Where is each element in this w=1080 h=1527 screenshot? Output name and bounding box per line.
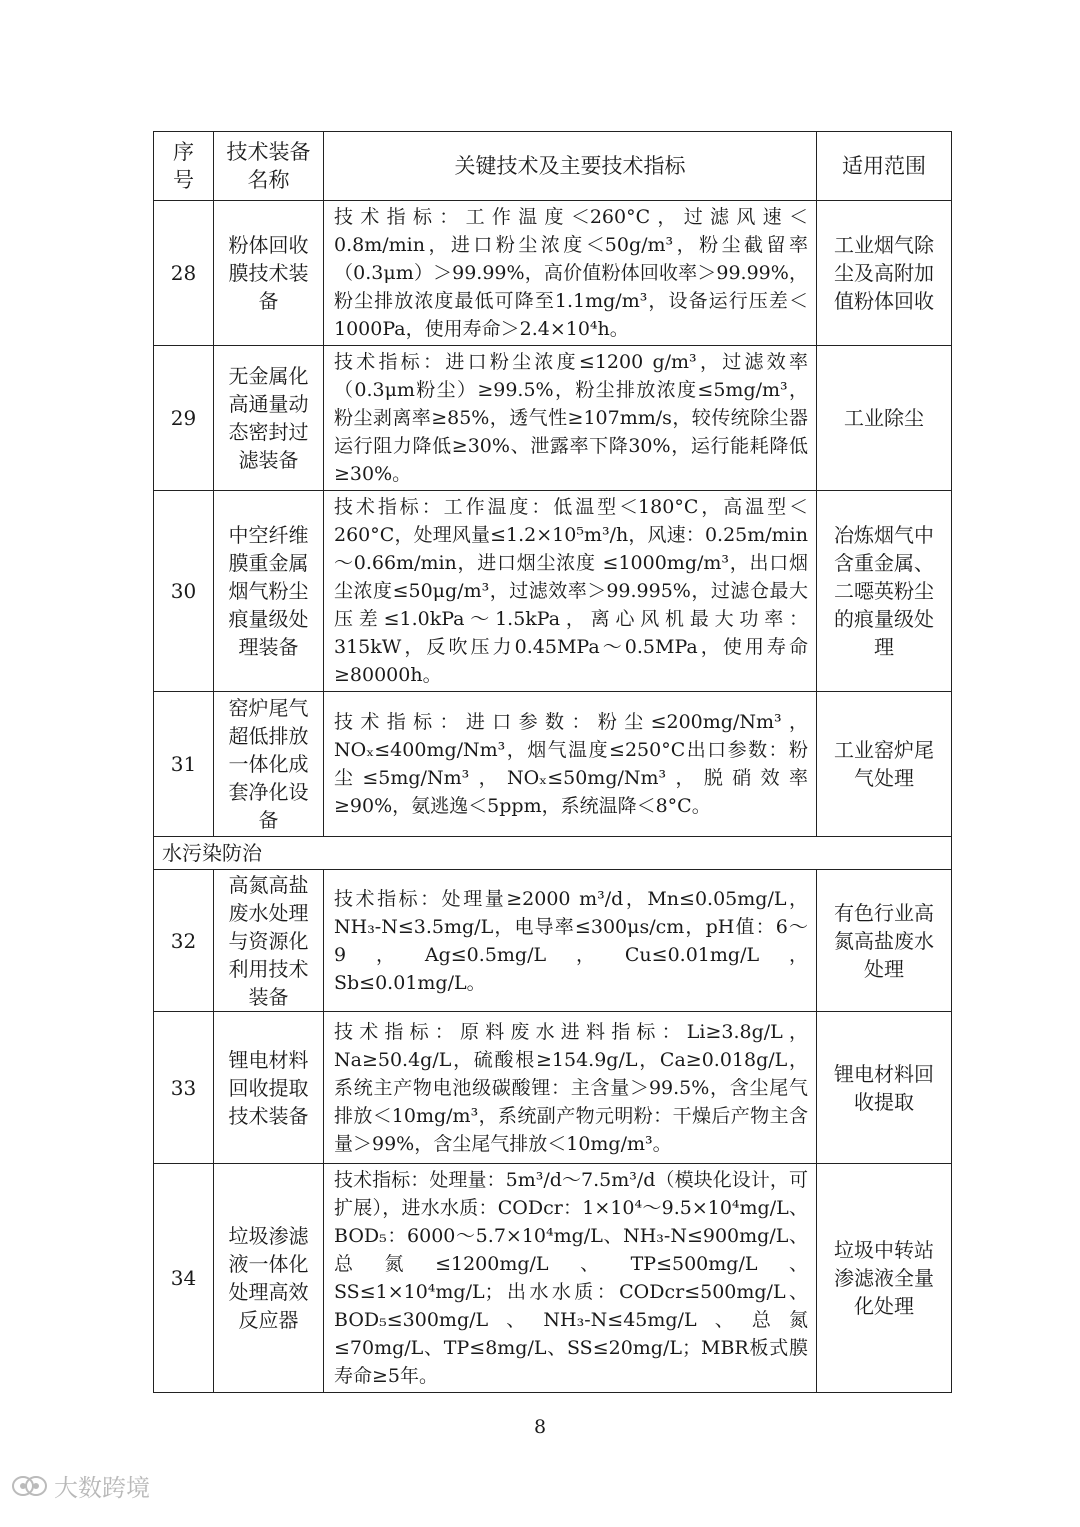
equipment-name-line: 与资源化 bbox=[228, 928, 309, 953]
scope-line: 气处理 bbox=[854, 766, 914, 790]
scope-line: 工业烟气除 bbox=[834, 233, 934, 257]
equipment-name-line: 备 bbox=[258, 808, 279, 832]
table-row bbox=[154, 491, 952, 692]
equipment-name-line: 粉体回收 bbox=[228, 233, 309, 257]
equipment-name bbox=[214, 491, 324, 692]
equipment-name-line: 回收提取 bbox=[228, 1075, 309, 1100]
table-header-row bbox=[154, 132, 952, 201]
scope-line: 垃圾中转站 bbox=[834, 1238, 934, 1262]
header-name-line: 名称 bbox=[247, 168, 290, 192]
tech-spec: 技术指标：处理量：5m³/d～7.5m³/d（模块化设计，可扩展），进水水质：CODcr：1×10⁴～9.5×10⁴mg/L、BOD₅：6000～5.7×10⁴mg/L、NH₃-N≤900mg/L、总氮≤1200mg/L、TP≤500mg/L、SS≤1×10⁴mg/L；出水水质：CODcr≤500mg/L、BOD₅≤300mg/L、NH₃-N≤45mg/L、总氮≤70mg/L、TP≤8mg/L、SS≤20mg/L；MBR板式膜寿命≥5年。 bbox=[324, 1164, 817, 1393]
header-name-line: 技术装备 bbox=[226, 140, 311, 164]
scope-line: 锂电材料回 bbox=[834, 1061, 934, 1086]
scope-line: 的痕量级处 bbox=[834, 607, 934, 631]
table-row bbox=[154, 201, 952, 346]
equipment-name-line: 膜技术装 bbox=[228, 261, 309, 285]
application-scope bbox=[817, 1164, 952, 1393]
tech-spec: 技术指标：处理量≥2000 m³/d，Mn≤0.05mg/L，NH₃-N≤3.5mg/L，电导率≤300μs/cm，pH值：6～9，Ag≤0.5mg/L，Cu≤0.01mg/L，Sb≤0.01mg/L。 bbox=[324, 870, 817, 1012]
equipment-name-line: 理装备 bbox=[238, 635, 299, 659]
application-scope bbox=[817, 346, 952, 491]
header-scope: 适用范围 bbox=[817, 132, 952, 201]
equipment-name-line: 垃圾渗滤 bbox=[228, 1224, 309, 1248]
application-scope bbox=[817, 491, 952, 692]
scope-line: 收提取 bbox=[854, 1089, 914, 1114]
equipment-name bbox=[214, 346, 324, 491]
section-title: 水污染防治 bbox=[154, 837, 952, 870]
tech-spec: 技术指标：原料废水进料指标：Li≥3.8g/L，Na≥50.4g/L，硫酸根≥154.9g/L，Ca≥0.018g/L，系统主产物电池级碳酸锂：主含量＞99.5%，含尘尾气排放＜10mg/m³，系统副产物元明粉：干燥后产物主含量＞99%，含尘尾气排放＜10mg/m³。 bbox=[324, 1012, 817, 1164]
equipment-name-line: 高通量动 bbox=[228, 392, 309, 416]
row-number: 34 bbox=[154, 1164, 214, 1393]
tech-spec: 技术指标：工作温度＜260°C，过滤风速＜0.8m/min，进口粉尘浓度＜50g/m³，粉尘截留率（0.3μm）＞99.99%，高价值粉体回收率＞99.99%，粉尘排放浓度最低可降至1.1mg/m³，设备运行压差＜1000Pa，使用寿命＞2.4×10⁴h。 bbox=[324, 201, 817, 346]
tech-spec: 技术指标：工作温度：低温型＜180°C，高温型＜260°C，处理风量≤1.2×10⁵m³/h，风速：0.25m/min～0.66m/min，进口烟尘浓度 ≤1000mg/m³，出口烟尘浓度≤50μg/m³，过滤效率＞99.995%，过滤仓最大压差≤1.0kPa～1.5kPa，离心风机最大功率：315kW，反吹压力0.45MPa～0.5MPa，使用寿命≥80000h。 bbox=[324, 491, 817, 692]
equipment-name-line: 利用技术 bbox=[228, 956, 309, 981]
application-scope bbox=[817, 201, 952, 346]
scope-line: 有色行业高 bbox=[834, 900, 934, 925]
equipment-name-line: 无金属化 bbox=[228, 364, 309, 388]
section-row bbox=[154, 837, 952, 870]
header-seq-line: 序 bbox=[173, 140, 194, 164]
equipment-name-line: 中空纤维 bbox=[228, 523, 309, 547]
scope-line: 渗滤液全量 bbox=[834, 1266, 934, 1290]
equipment-name-line: 锂电材料 bbox=[228, 1047, 309, 1072]
equipment-name-line: 态密封过 bbox=[228, 420, 309, 444]
equipment-table-container bbox=[153, 131, 951, 1393]
equipment-name bbox=[214, 1164, 324, 1393]
equipment-name-line: 反应器 bbox=[238, 1308, 299, 1332]
table-row bbox=[154, 346, 952, 491]
application-scope bbox=[817, 870, 952, 1012]
equipment-name-line: 高氮高盐 bbox=[228, 872, 309, 897]
row-number: 32 bbox=[154, 870, 214, 1012]
watermark bbox=[10, 1468, 150, 1503]
watermark-text: 大数跨境 bbox=[54, 1474, 150, 1502]
table-row bbox=[154, 1164, 952, 1393]
tech-spec: 技术指标：进口参数：粉尘≤200mg/Nm³，NOₓ≤400mg/Nm³，烟气温度≤250°C出口参数：粉尘≤5mg/Nm³，NOₓ≤50mg/Nm³，脱硝效率≥90%，氨逃逸＜5ppm，系统温降＜8°C。 bbox=[324, 692, 817, 837]
header-key-tech: 关键技术及主要技术指标 bbox=[324, 132, 817, 201]
scope-line: 工业窑炉尾 bbox=[834, 738, 934, 762]
table-body-section bbox=[154, 837, 952, 870]
equipment-name bbox=[214, 692, 324, 837]
equipment-name-line: 技术装备 bbox=[228, 1103, 309, 1128]
equipment-name-line: 套净化设 bbox=[228, 780, 309, 804]
scope-line: 含重金属、 bbox=[834, 551, 934, 575]
table-row bbox=[154, 1012, 952, 1164]
equipment-name-line: 滤装备 bbox=[238, 448, 299, 472]
scope-line: 尘及高附加 bbox=[834, 261, 934, 285]
equipment-name-line: 超低排放 bbox=[228, 724, 309, 748]
application-scope bbox=[817, 692, 952, 837]
table-body-water bbox=[154, 870, 952, 1393]
scope-line: 冶炼烟气中 bbox=[834, 523, 934, 547]
equipment-name-line: 液一体化 bbox=[228, 1252, 309, 1276]
table-body-air bbox=[154, 201, 952, 837]
equipment-name-line: 一体化成 bbox=[228, 752, 309, 776]
table-row bbox=[154, 692, 952, 837]
application-scope bbox=[817, 1012, 952, 1164]
equipment-table bbox=[153, 131, 952, 1393]
equipment-name-line: 备 bbox=[258, 289, 279, 313]
equipment-name bbox=[214, 201, 324, 346]
scope-line: 化处理 bbox=[854, 1294, 914, 1318]
page-number: 8 bbox=[533, 1416, 547, 1438]
row-number: 28 bbox=[154, 201, 214, 346]
row-number: 29 bbox=[154, 346, 214, 491]
scope-line: 工业除尘 bbox=[844, 406, 924, 430]
equipment-name-line: 膜重金属 bbox=[228, 551, 309, 575]
equipment-name bbox=[214, 870, 324, 1012]
scope-line: 处理 bbox=[864, 956, 904, 981]
scope-line: 二噁英粉尘 bbox=[834, 579, 934, 603]
row-number: 31 bbox=[154, 692, 214, 837]
scope-line: 理 bbox=[874, 635, 894, 659]
scope-line: 氮高盐废水 bbox=[834, 928, 934, 953]
equipment-name-line: 装备 bbox=[248, 984, 289, 1009]
row-number: 30 bbox=[154, 491, 214, 692]
equipment-name-line: 废水处理 bbox=[228, 900, 309, 925]
row-number: 33 bbox=[154, 1012, 214, 1164]
equipment-name-line: 处理高效 bbox=[228, 1280, 309, 1304]
equipment-name-line: 窑炉尾气 bbox=[228, 696, 309, 720]
scope-line: 值粉体回收 bbox=[834, 289, 934, 313]
equipment-name bbox=[214, 1012, 324, 1164]
equipment-name-line: 痕量级处 bbox=[228, 607, 309, 631]
equipment-name-line: 烟气粉尘 bbox=[228, 579, 309, 603]
header-seq-line: 号 bbox=[173, 168, 194, 192]
header-equipment-name bbox=[214, 132, 324, 201]
table-row bbox=[154, 870, 952, 1012]
watermark-logo-icon bbox=[10, 1474, 50, 1498]
header-seq bbox=[154, 132, 214, 201]
tech-spec: 技术指标：进口粉尘浓度≤1200 g/m³，过滤效率（0.3μm粉尘）≥99.5%，粉尘排放浓度≤5mg/m³，粉尘剥离率≥85%，透气性≥107mm/s，较传统除尘器运行阻力降低≥30%、泄露率下降30%，运行能耗降低≥30%。 bbox=[324, 346, 817, 491]
